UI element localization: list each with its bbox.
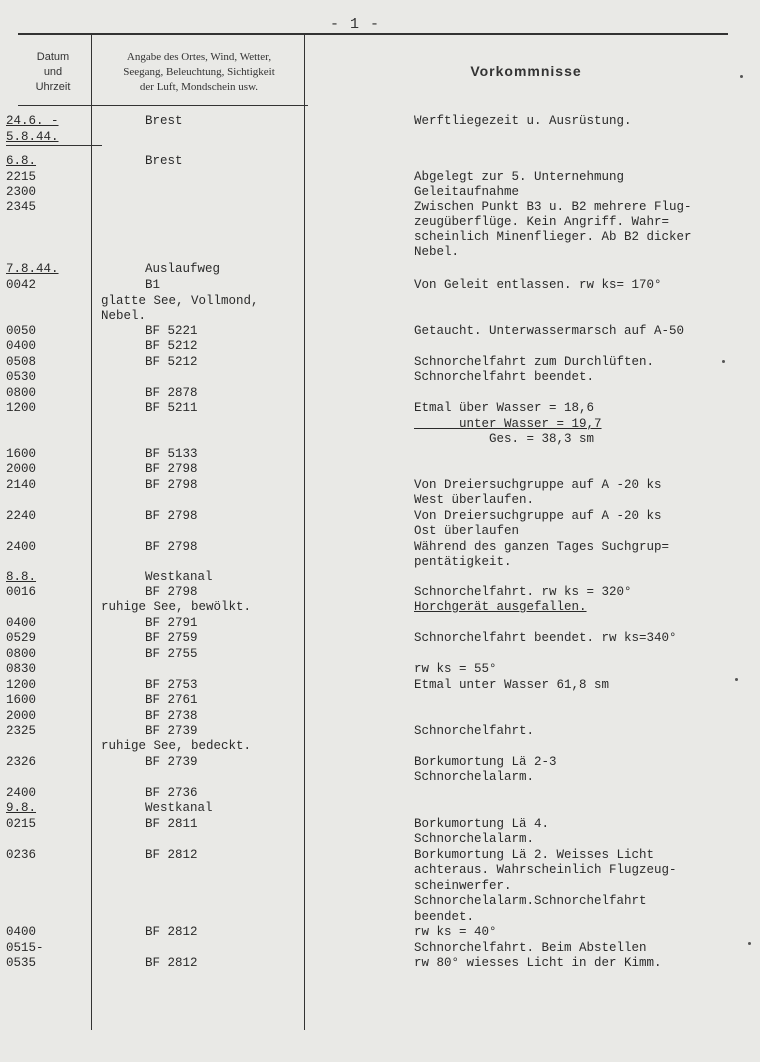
scan-speck [722, 360, 725, 363]
entry-location: BF 2736 [145, 786, 198, 800]
entry-location: BF 2812 [145, 848, 198, 862]
header-datum-line: Uhrzeit [35, 81, 71, 93]
entry-date: 0800 [6, 386, 37, 400]
entry-event: Von Dreiersuchgruppe auf A -20 ks [414, 478, 662, 492]
entry-location: BF 2798 [145, 585, 198, 599]
entry-date: 2400 [6, 540, 37, 554]
entry-date: 0016 [6, 585, 37, 599]
entry-event: rw ks = 40° [414, 925, 497, 939]
entry-event: Schnorchelfahrt beendet. rw ks=340° [414, 631, 677, 645]
entry-event: pentätigkeit. [414, 555, 512, 569]
entry-date: 0236 [6, 848, 37, 862]
entry-event: Nebel. [414, 245, 460, 259]
entry-location: BF 5211 [145, 401, 198, 415]
entry-event: Ost überlaufen [414, 524, 520, 538]
entry-date: 9.8. [6, 801, 37, 815]
entry-location: Brest [145, 114, 183, 128]
entry-date: 2240 [6, 509, 37, 523]
entry-event: Borkumortung Lä 2. Weisses Licht [414, 848, 655, 862]
entry-date: 1600 [6, 693, 37, 707]
column-divider-2 [304, 35, 305, 1030]
entry-event: Von Dreiersuchgruppe auf A -20 ks [414, 509, 662, 523]
entry-date: 8.8. [6, 570, 37, 584]
scan-speck [735, 678, 738, 681]
entry-location: B1 [145, 278, 161, 292]
entry-date: 0515- [6, 941, 44, 955]
header-vorkommnisse: Vorkommnisse [470, 63, 582, 79]
header-datum [18, 50, 88, 95]
entry-date: 2400 [6, 786, 37, 800]
entry-event: Von Geleit entlassen. rw ks= 170° [414, 278, 662, 292]
header-datum-line: Datum [36, 51, 70, 63]
entry-location: BF 2753 [145, 678, 198, 692]
entry-date: 2140 [6, 478, 37, 492]
entry-location: BF 2739 [145, 755, 198, 769]
entry-date: 0530 [6, 370, 37, 384]
entry-location: BF 2798 [145, 462, 198, 476]
header-ort [94, 50, 304, 95]
entry-location: Nebel. [101, 309, 147, 323]
entry-event: Borkumortung Lä 4. [414, 817, 550, 831]
entry-event: Schnorchelalarm.Schnorchelfahrt [414, 894, 647, 908]
entry-location: BF 5221 [145, 324, 198, 338]
entry-date: 0830 [6, 662, 37, 676]
entry-event: achteraus. Wahrscheinlich Flugzeug- [414, 863, 677, 877]
entry-event: Etmal über Wasser = 18,6 [414, 401, 595, 415]
entry-location: BF 2811 [145, 817, 198, 831]
entry-date: 1200 [6, 401, 37, 415]
entry-date: 0400 [6, 925, 37, 939]
entry-location: BF 2761 [145, 693, 198, 707]
entry-location: BF 2755 [145, 647, 198, 661]
entry-event: West überlaufen. [414, 493, 535, 507]
header-ort-line: der Luft, Mondschein usw. [139, 81, 259, 93]
entry-date: 24.6. - [6, 114, 59, 128]
entry-location: BF 2798 [145, 540, 198, 554]
entry-event: Schnorchelfahrt. rw ks = 320° [414, 585, 632, 599]
entry-location: BF 5212 [145, 355, 198, 369]
entry-event: Horchgerät ausgefallen. [414, 600, 587, 614]
entry-location: BF 2878 [145, 386, 198, 400]
entry-event: unter Wasser = 19,7 [414, 417, 602, 431]
entry-event: Schnorchelalarm. [414, 770, 535, 784]
entry-date: 2215 [6, 170, 37, 184]
entry-event: rw ks = 55° [414, 662, 497, 676]
entry-location: BF 2739 [145, 724, 198, 738]
page-number: - 1 - [330, 16, 381, 33]
entry-date: 2300 [6, 185, 37, 199]
entry-event: zeugüberflüge. Kein Angriff. Wahr= [414, 215, 670, 229]
top-rule [18, 33, 728, 35]
entry-date: 0400 [6, 616, 37, 630]
entry-event: Schnorchelfahrt. [414, 724, 535, 738]
entry-event: Schnorchelfahrt zum Durchlüften. [414, 355, 655, 369]
entry-event: scheinlich Minenflieger. Ab B2 dicker [414, 230, 692, 244]
entry-event: scheinwerfer. [414, 879, 512, 893]
entry-location: ruhige See, bewölkt. [101, 600, 252, 614]
entry-date: 0050 [6, 324, 37, 338]
entry-location: BF 5133 [145, 447, 198, 461]
entry-location: BF 2759 [145, 631, 198, 645]
scan-speck [748, 942, 751, 945]
scan-speck [740, 75, 743, 78]
entry-event: rw 80° wiesses Licht in der Kimm. [414, 956, 662, 970]
entry-location: Auslaufweg [145, 262, 221, 276]
entry-location: glatte See, Vollmond, [101, 294, 259, 308]
entry-location: Westkanal [145, 570, 213, 584]
entry-date: 0508 [6, 355, 37, 369]
header-rule [18, 105, 308, 106]
entry-date: 1200 [6, 678, 37, 692]
entry-date: 0800 [6, 647, 37, 661]
entry-location: Brest [145, 154, 183, 168]
entry-date: 0042 [6, 278, 37, 292]
entry-location: BF 2798 [145, 509, 198, 523]
header-ort-line: Seegang, Beleuchtung, Sichtigkeit [123, 66, 275, 78]
entry-date: 0529 [6, 631, 37, 645]
header-datum-line: und [43, 66, 63, 78]
entry-location: BF 2791 [145, 616, 198, 630]
entry-date: 6.8. [6, 154, 37, 168]
entry-location: BF 2798 [145, 478, 198, 492]
entry-event: Während des ganzen Tages Suchgrup= [414, 540, 670, 554]
header-ort-line: Angabe des Ortes, Wind, Wetter, [126, 51, 272, 63]
entry-event: Schnorchelalarm. [414, 832, 535, 846]
entry-event: Werftliegezeit u. Ausrüstung. [414, 114, 632, 128]
entry-event: Etmal unter Wasser 61,8 sm [414, 678, 610, 692]
entry-event: Geleitaufnahme [414, 185, 520, 199]
entry-date: 2345 [6, 200, 37, 214]
entry-date: 0215 [6, 817, 37, 831]
entry-location: ruhige See, bedeckt. [101, 739, 252, 753]
entry-date: 7.8.44. [6, 262, 59, 276]
entry-date: 2000 [6, 709, 37, 723]
entry-event: Borkumortung Lä 2-3 [414, 755, 557, 769]
entry-event: Schnorchelfahrt beendet. [414, 370, 595, 384]
entry-date: 5.8.44. [6, 130, 59, 144]
column-divider-1 [91, 35, 92, 1030]
entry-event: beendet. [414, 910, 475, 924]
entry-event: Ges. = 38,3 sm [414, 432, 595, 446]
entry-date: 1600 [6, 447, 37, 461]
entry-location: BF 2738 [145, 709, 198, 723]
entry-date: 2325 [6, 724, 37, 738]
entry-location: BF 5212 [145, 339, 198, 353]
entry-location: BF 2812 [145, 956, 198, 970]
entry-event: Getaucht. Unterwassermarsch auf A-50 [414, 324, 685, 338]
entry-event: Abgelegt zur 5. Unternehmung [414, 170, 625, 184]
entry-date: 0535 [6, 956, 37, 970]
entry-event: Schnorchelfahrt. Beim Abstellen [414, 941, 647, 955]
entry-location: Westkanal [145, 801, 213, 815]
entry-event: Zwischen Punkt B3 u. B2 mehrere Flug- [414, 200, 692, 214]
entry-date: 2000 [6, 462, 37, 476]
date-rule [6, 145, 102, 146]
entry-date: 2326 [6, 755, 37, 769]
entry-location: BF 2812 [145, 925, 198, 939]
entry-date: 0400 [6, 339, 37, 353]
